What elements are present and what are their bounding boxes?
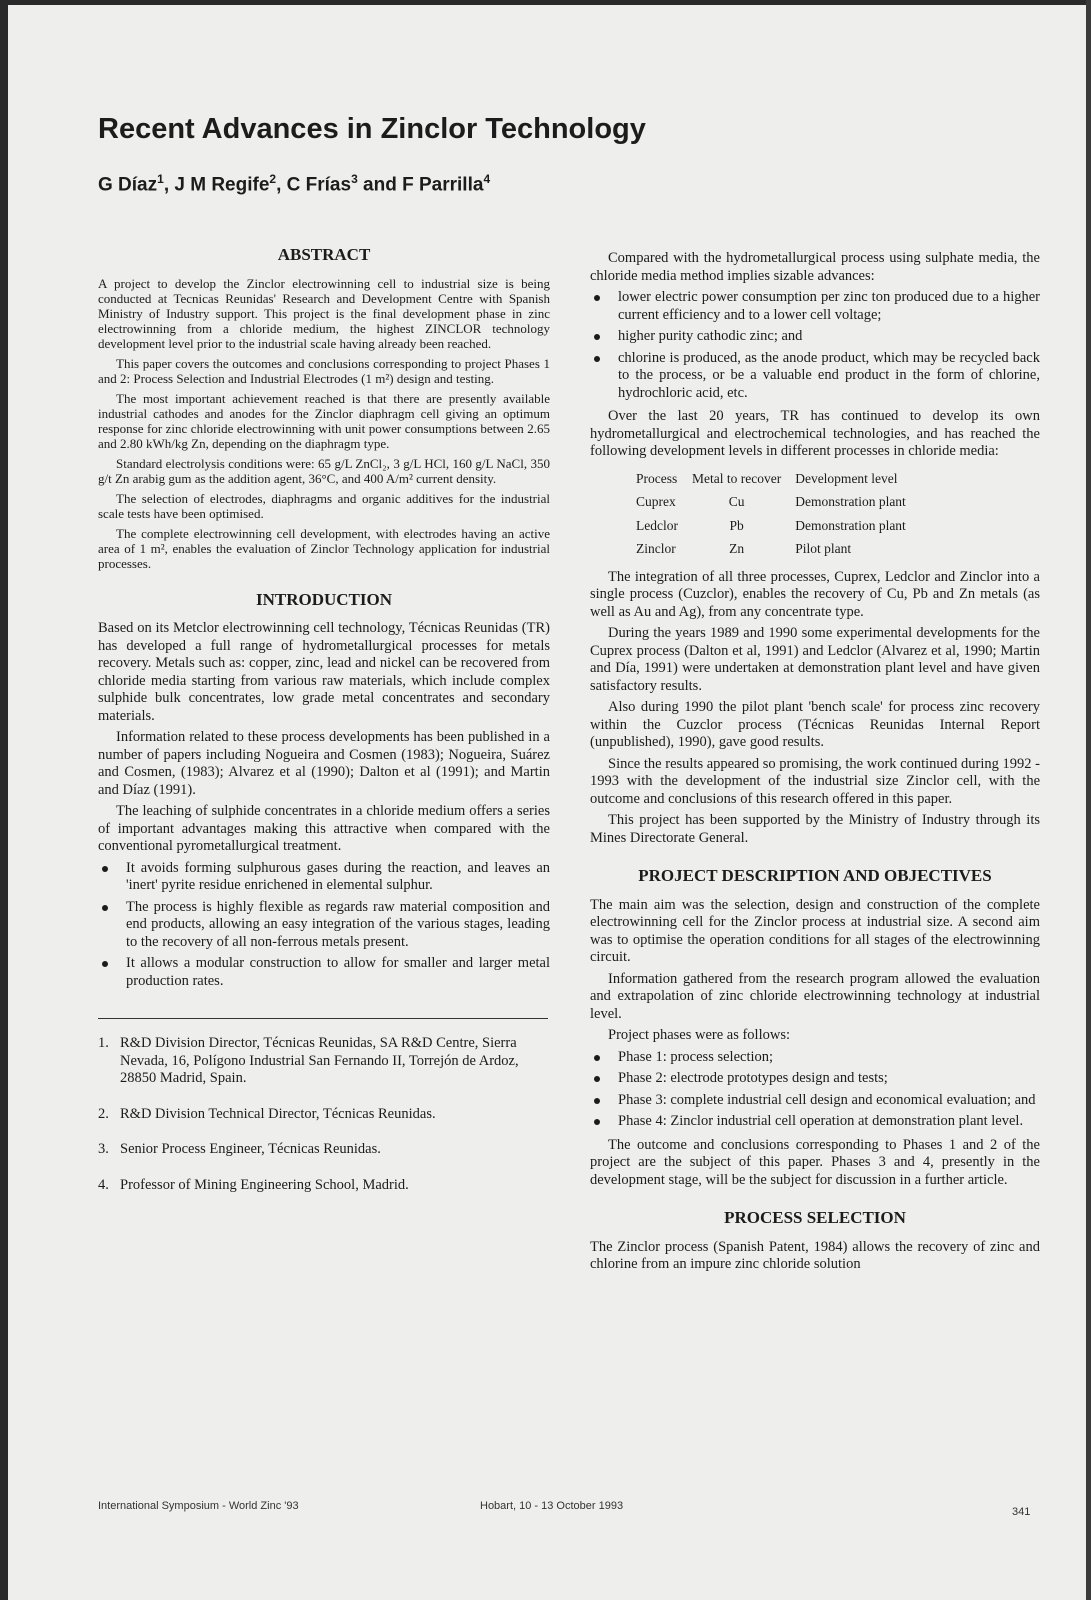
process-selection-heading: PROCESS SELECTION [724, 1208, 906, 1227]
body-paragraph: Compared with the hydrometallurgical process using sulphate media, the chloride media method implies sizable advances: [590, 250, 1040, 284]
table-header-row [636, 467, 920, 491]
introduction-paragraph: Based on its Metclor electrowinning cell technology, Técnicas Reunidas (TR) has developed a full range of hydrometallurgical processes for metals recovery. Metals such as: copper, zinc, lead and nickel can be recovered from chloride media starting from various raw materials, which include complex sulphide bulk concentrates, low grade metal concentrates and secondary materials. [98, 620, 550, 724]
introduction-paragraph: Information related to these process developments has been published in a number of papers including Nogueira and Cosmen (1983); Nogueira, Suárez and Cosmen, (1983); Alvarez et al (1990); Dalton et al (1991); and Martin and Díaz (1991). [98, 729, 550, 798]
footnote-number: 3. [98, 1141, 109, 1157]
footnotes [98, 1035, 550, 1194]
advantages-list [98, 860, 550, 991]
table-row [636, 490, 920, 514]
footnote [98, 1177, 550, 1195]
author-name: J M Regife [174, 174, 270, 196]
scan-edge-left [0, 0, 8, 1600]
table-header: Development level [795, 470, 898, 486]
footer-location-date: Hobart, 10 - 13 October 1993 [480, 1500, 624, 1512]
table-row [636, 514, 920, 538]
project-section [590, 867, 1040, 1189]
author-affiliation-mark: 4 [483, 172, 491, 186]
left-column [98, 246, 550, 1212]
table-header: Process [636, 470, 678, 486]
table-cell: Zn [729, 541, 745, 556]
introduction-heading: INTRODUCTION [255, 589, 393, 609]
footnote-number: 4. [98, 1176, 109, 1193]
table-cell: Demonstration plant [795, 517, 906, 533]
footnote-text: R&D Division Director, Técnicas Reunidas, SA R&D Centre, Sierra Nevada, 16, Polígono Industrial San Fernando II, Torrejón de Ardoz, 28850 Madrid, Spain. [120, 1035, 519, 1086]
body-paragraph: The Zinclor process (Spanish Patent, 1984) allows the recovery of zinc and chlorine from an impure zinc chloride solution [590, 1238, 1040, 1272]
abstract-paragraph: A project to develop the Zinclor electrowinning cell to industrial size is being conducted at Tecnicas Reunidas' Research and Development Centre with Spanish Ministry of Industry support. This project is the final development phase in zinc electrowinning from a chloride medium, the highest ZINCLOR technology development level prior to the industrial scale having already been reached. [98, 275, 550, 351]
footnote [98, 1141, 550, 1159]
abstract-paragraph: The complete electrowinning cell development, with electrodes having an active area of 1 m², enables the evaluation of Zinclor Technology application for industrial processes. [98, 525, 550, 571]
table-header: Metal to recover [691, 470, 782, 486]
footnote [98, 1106, 550, 1124]
footnote [98, 1035, 550, 1088]
table-row [636, 537, 920, 561]
project-heading: PROJECT DESCRIPTION AND OBJECTIVES [638, 866, 992, 885]
footnote-divider [98, 1018, 548, 1019]
page-number: 341 [1012, 1506, 1031, 1518]
introduction-section [98, 591, 550, 991]
author-affiliation-mark: 2 [269, 172, 277, 186]
body-paragraph: Project phases were as follows: [608, 1027, 791, 1043]
abstract-paragraph: Standard electrolysis conditions were: 65 g/L ZnCl₂, 3 g/L HCl, 160 g/L NaCl, 350 g/t Zn arabig gum as the addition agent, 36°C, and 400 A/m² current density. [98, 455, 550, 486]
body-paragraph: This project has been supported by the Ministry of Industry through its Mines Directorate General. [590, 812, 1040, 846]
list-item: higher purity cathodic zinc; and [590, 328, 1040, 346]
introduction-paragraph: The leaching of sulphide concentrates in a chloride medium offers a series of important advantages making this attractive when compared with the conventional pyrometallurgical treatment. [98, 803, 550, 854]
scan-edge-top [0, 0, 1091, 5]
table-cell: Pb [729, 517, 744, 533]
table-cell: Zinclor [636, 541, 676, 556]
body-paragraph: During the years 1989 and 1990 some experimental developments for the Cuprex process (Dalton et al, 1991) and Ledclor (Alvarez et al, 1990; Martin and Día, 1991) were undertaken at demonstration plant level and have given satisfactory results. [590, 625, 1040, 694]
abstract-heading: ABSTRACT [277, 245, 371, 264]
table-cell: Pilot plant [795, 541, 852, 556]
table-cell: Cuprex [636, 494, 676, 509]
author-affiliation-mark: 3 [351, 172, 358, 186]
body-paragraph: The outcome and conclusions corresponding to Phases 1 and 2 of the project are the subject of this paper. Phases 3 and 4, presently in the development stage, will be the subject for discussion in a further article. [590, 1136, 1040, 1188]
table-cell: Demonstration plant [795, 494, 906, 509]
footnote-text: Senior Process Engineer, Técnicas Reunidas. [120, 1141, 381, 1157]
body-paragraph: Also during 1990 the pilot plant 'bench scale' for process zinc recovery within the Cuzclor process (Técnicas Reunidas Internal Report (unpublished), 1990), gave good results. [590, 699, 1040, 750]
list-item: Phase 4: Zinclor industrial cell operation at demonstration plant level. [590, 1113, 1040, 1131]
author-separator: , [163, 174, 175, 196]
author-name: G Díaz [98, 174, 158, 196]
chloride-advantages-list [590, 289, 1040, 402]
footnote-text: Professor of Mining Engineering School, Madrid. [120, 1176, 409, 1193]
body-paragraph: The main aim was the selection, design and construction of the complete electrowinning cell for the Zinclor process at industrial size. A second aim was to optimise the operation conditions for all stages of the electrowinning circuit. [590, 896, 1040, 965]
table-cell: Cu [728, 494, 745, 509]
phases-list [590, 1049, 1040, 1131]
body-paragraph: Over the last 20 years, TR has continued to develop its own hydrometallurgical and electrochemical technologies, and has reached the following development levels in different processes in chloride media: [590, 408, 1040, 459]
author-affiliation-mark: 1 [157, 172, 164, 186]
author-name: C Frías [286, 174, 352, 196]
paper-title: Recent Advances in Zinclor Technology [98, 113, 646, 145]
scan-edge-right [1086, 0, 1091, 1600]
table-cell: Ledclor [636, 517, 678, 533]
list-item: It allows a modular construction to allow for smaller and larger metal production rates. [98, 955, 550, 990]
abstract-paragraph: The selection of electrodes, diaphragms and organic additives for the industrial scale tests have been optimised. [98, 490, 550, 521]
body-paragraph: The integration of all three processes, Cuprex, Ledclor and Zinclor into a single process (Cuzclor), enables the recovery of Cu, Pb and Zn metals (as well as Au and Ag), from any concentrate type. [590, 568, 1040, 620]
list-item: chlorine is produced, as the anode product, which may be recycled back to the process, or be a valuable end product in the form of chlorine, hydrochloric acid, etc. [590, 350, 1040, 403]
abstract-paragraph: This paper covers the outcomes and conclusions corresponding to project Phases 1 and 2: Process Selection and Industrial Electrodes (1 m²) design and testing. [98, 355, 550, 386]
list-item: It avoids forming sulphurous gases during the reaction, and leaves an 'inert' pyrite residue enrichened in elemental sulphur. [98, 860, 550, 895]
list-item: Phase 3: complete industrial cell design and economical evaluation; and [590, 1092, 1040, 1110]
author-name: F Parrilla [402, 174, 484, 196]
author-line [98, 172, 490, 196]
body-paragraph: Information gathered from the research program allowed the evaluation and extrapolation of zinc chloride electrowinning technology at industrial level. [590, 970, 1040, 1022]
list-item: Phase 2: electrode prototypes design and tests; [590, 1070, 1040, 1088]
abstract-paragraph: The most important achievement reached is that there are presently available industrial cathodes and anodes for the Zinclor diaphragm cell giving an optimum response for zinc chloride electrowinning with unit power consumptions between 2.65 and 2.80 kWh/kg Zn, depending on the diaphragm type. [98, 390, 550, 451]
author-separator: and [357, 174, 403, 196]
right-column [590, 250, 1040, 1278]
body-paragraph: Since the results appeared so promising, the work continued during 1992 - 1993 with the development of the industrial size Zinclor cell, with the outcome and conclusions of this research offered in this paper. [590, 755, 1040, 807]
process-selection-section [590, 1209, 1040, 1274]
footer-conference: International Symposium - World Zinc '93 [98, 1500, 299, 1512]
footnote-text: R&D Division Technical Director, Técnicas Reunidas. [120, 1105, 436, 1122]
list-item: lower electric power consumption per zinc ton produced due to a higher current efficiency and to a lower cell voltage; [590, 289, 1040, 324]
author-separator: , [276, 174, 287, 196]
list-item: Phase 1: process selection; [590, 1049, 1040, 1067]
abstract-section [98, 246, 550, 571]
footnote-number: 1. [98, 1035, 109, 1051]
process-table [636, 467, 920, 561]
footnote-number: 2. [98, 1105, 109, 1122]
list-item: The process is highly flexible as regards raw material composition and end products, allowing an easy integration of the various stages, leading to the recovery of all non-ferrous metals present. [98, 899, 550, 952]
